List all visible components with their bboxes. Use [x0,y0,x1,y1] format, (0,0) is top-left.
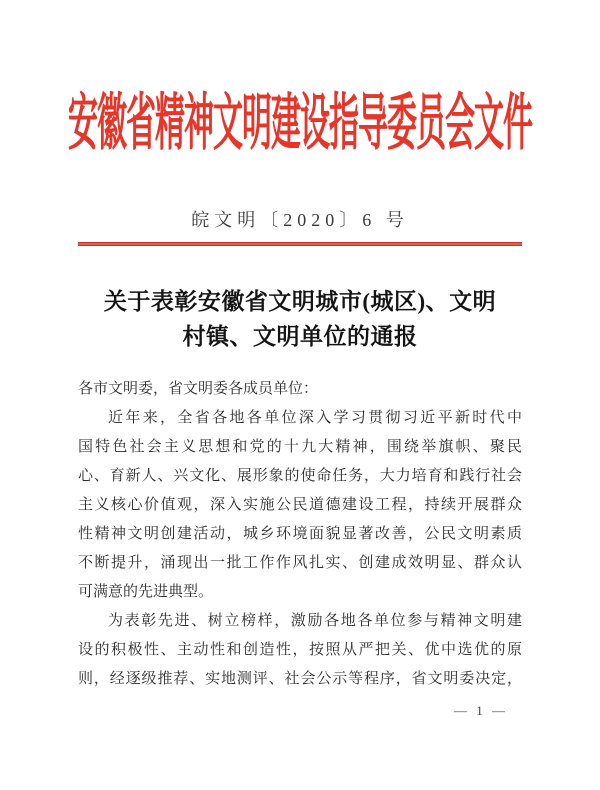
body-line: 各市文明委，省文明委各成员单位： [78,381,319,397]
body-lines-container [78,375,522,694]
document-title-line1: 关于表彰安徽省文明城市(城区)、文明 [103,289,497,314]
body-line: 则，经逐级推荐、实地测评、社会公示等程序，省文明委决定， [78,671,522,687]
body-line: 性精神文明创建活动，城乡环境面貌显著改善，公民文明素质 [78,526,522,542]
document-title-line2: 村镇、文明单位的通报 [182,324,418,349]
document-body [78,375,522,694]
body-line: 可满意的先进典型。 [78,584,214,600]
document-title [0,284,600,354]
body-line: 主义核心价值观，深入实施公民道德建设工程，持续开展群众 [78,497,522,513]
red-divider-rule [78,242,522,246]
body-line: 设的积极性、主动性和创造性，按照从严把关、优中选优的原 [78,642,522,658]
body-line: 近年来，全省各地各单位深入学习贯彻习近平新时代中 [108,410,522,426]
body-line: 为表彰先进、树立榜样，激励各地各单位参与精神文明建 [108,613,522,629]
red-header-banner [0,83,600,158]
document-number: 皖文明〔2020〕6 号 [191,210,409,230]
body-line: 国特色社会主义思想和党的十九大精神，围绕举旗帜、聚民 [78,439,522,455]
page-number: — 1 — [454,703,508,718]
issuing-authority-title: 安徽省精神文明建设指导委员会文件 [68,89,532,158]
body-line: 不断提升，涌现出一批工作作风扎实、创建成效明显、群众认 [78,555,522,571]
body-line: 心、育新人、兴文化、展形象的使命任务，大力培育和践行社会 [78,468,522,484]
